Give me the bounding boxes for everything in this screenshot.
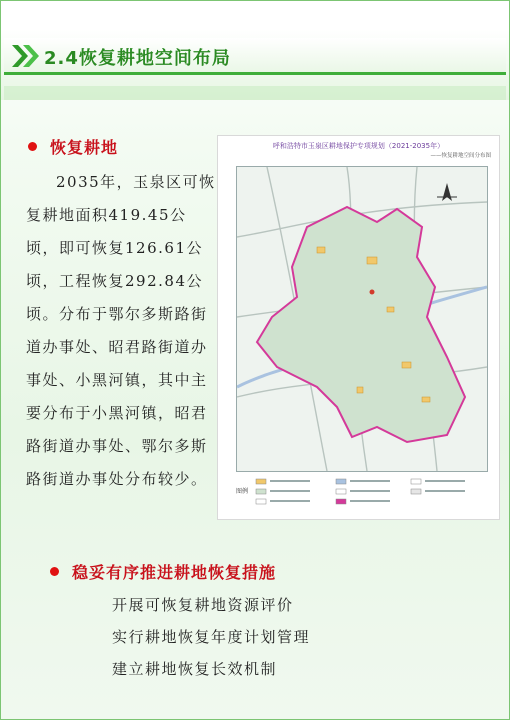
section-heading-measures: 稳妥有序推进耕地恢复措施 <box>72 563 277 582</box>
section-heading-restore: 恢复耕地 <box>50 138 119 157</box>
page-title: 2.4恢复耕地空间布局 <box>44 48 231 69</box>
section-body-text: 2035年，玉泉区可恢复耕地面积419.45公顷，即可恢复126.61公顷，工程恢复292.84公顷。分布于鄂尔多斯路街道办事处、昭君路街道办事处、小黑河镇，其中主要分布于小黑河镇，昭君路街道办事处、鄂尔多斯路街道办事处分布较少。 <box>26 173 216 488</box>
map-title: 呼和浩特市玉泉区耕地保护专项规划（2021-2035年） <box>272 142 445 150</box>
map-subtitle: ——恢复耕地空间分布图 <box>430 153 491 159</box>
map-legend-label: 图例 <box>236 488 249 495</box>
measure-item-1: 开展可恢复耕地资源评价 <box>112 596 294 614</box>
measure-item-2: 实行耕地恢复年度计划管理 <box>112 628 311 646</box>
measure-item-3: 建立耕地恢复长效机制 <box>112 660 278 678</box>
